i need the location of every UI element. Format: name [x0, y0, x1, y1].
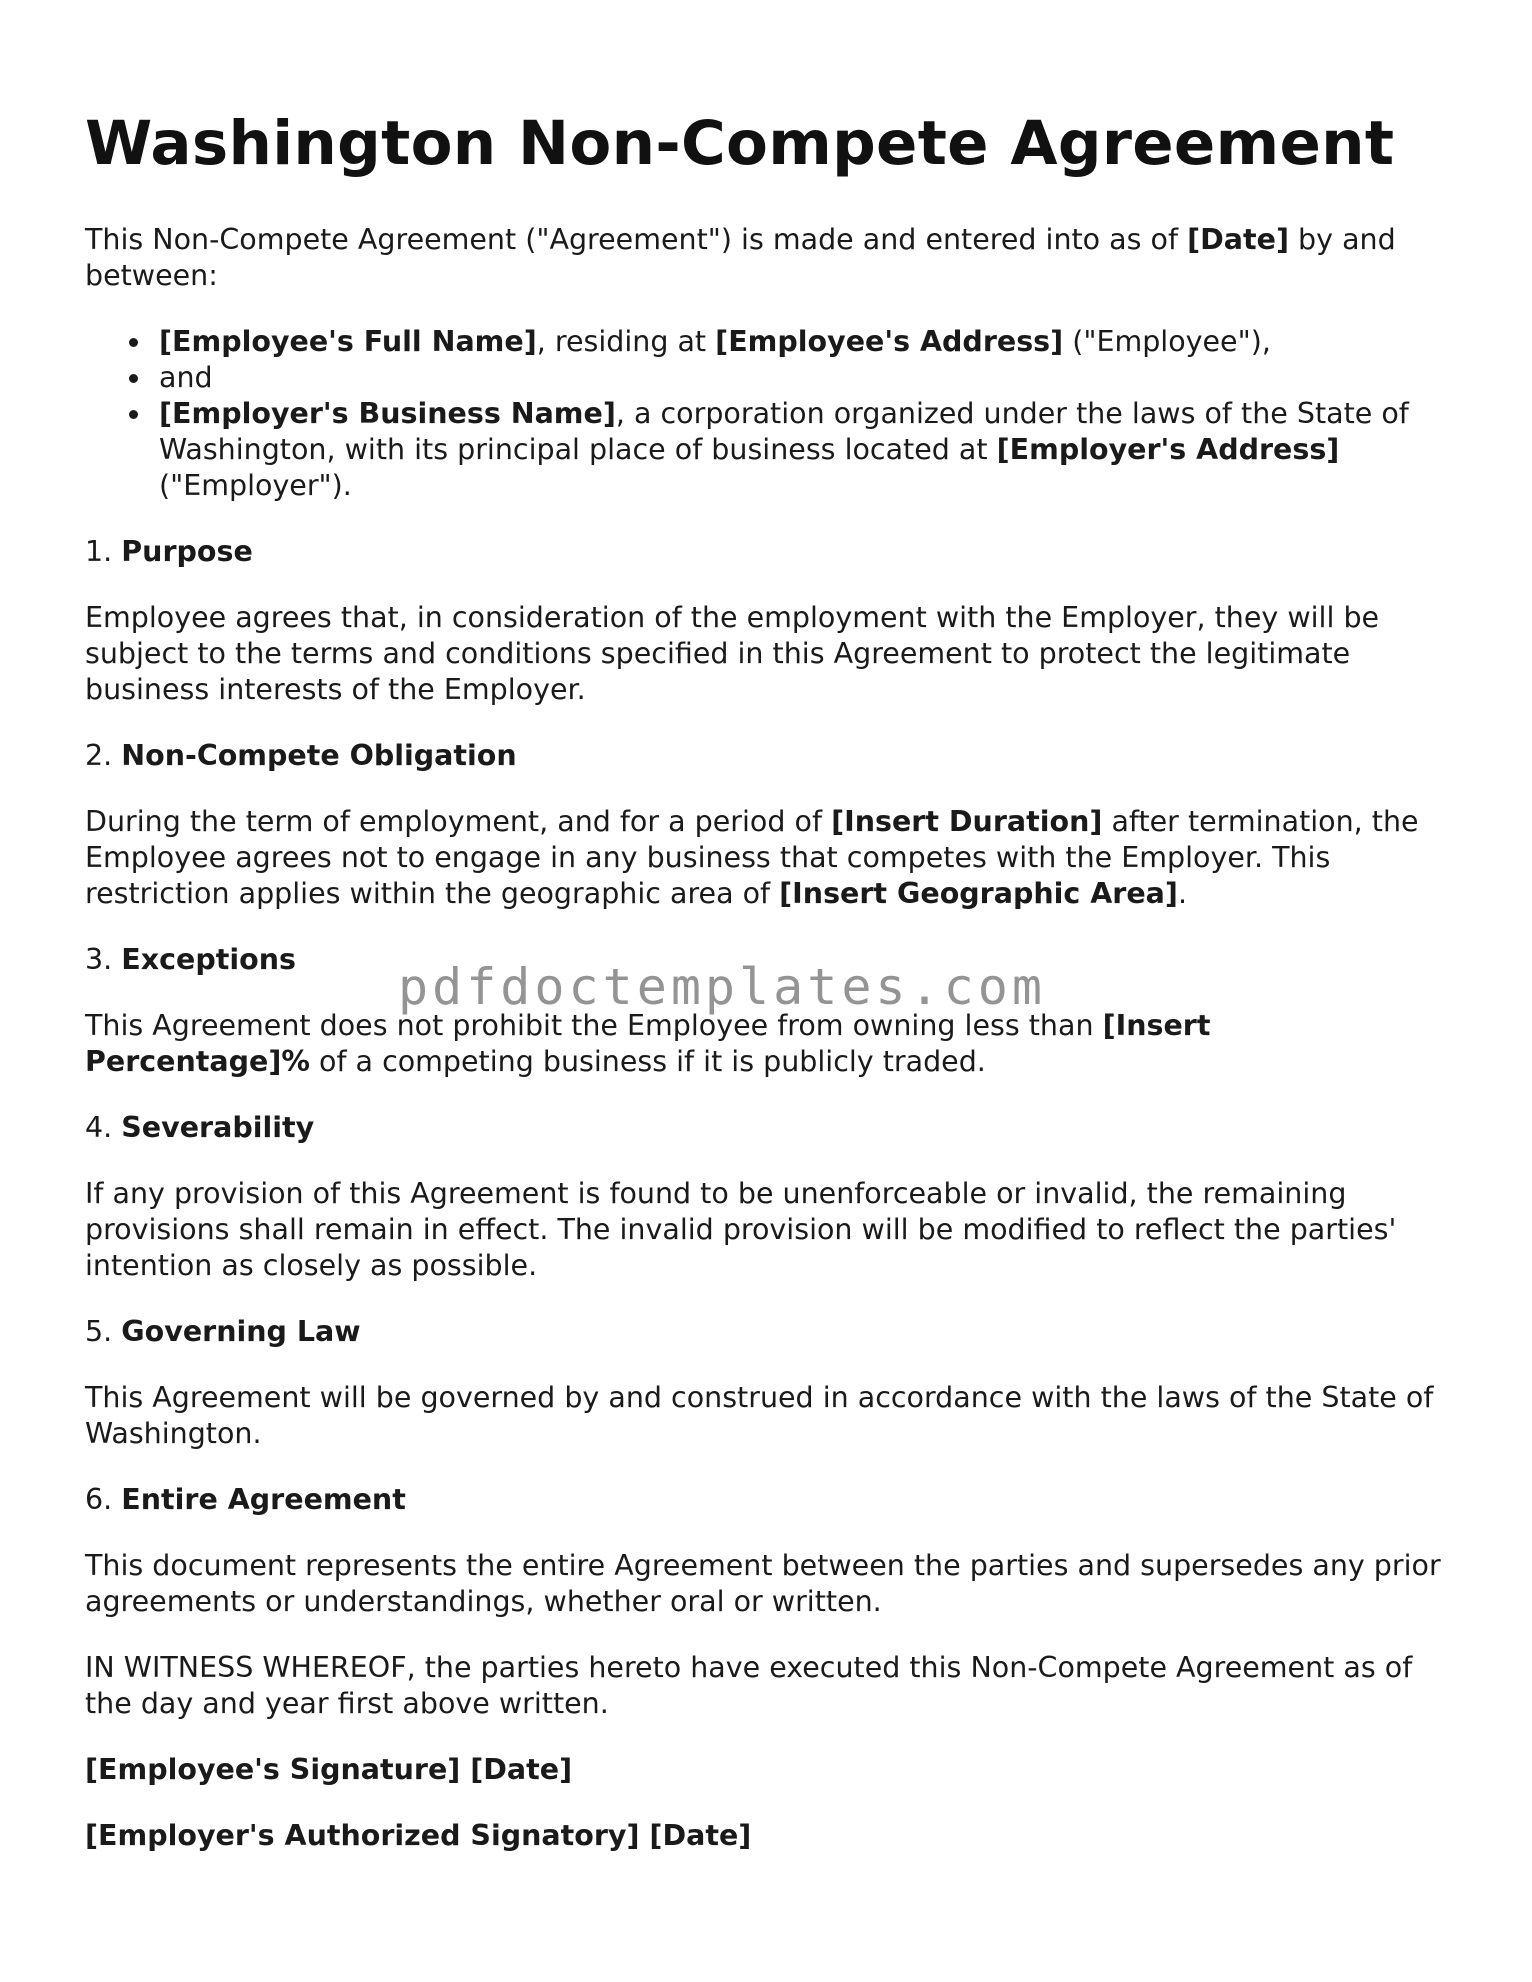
employee-signature-line: [Employee's Signature] [Date]: [85, 1753, 573, 1786]
witness-paragraph: IN WITNESS WHEREOF, the parties hereto have executed this Non-Compete Agreement as of the day and year first above written.: [85, 1651, 1413, 1720]
section-body-purpose: Employee agrees that, in consideration of the employment with the Employer, they will be subject to the terms and conditions specified in this Agreement to protect the legitimate business interests of the Employer.: [85, 601, 1380, 706]
list-item-and: and: [159, 360, 1445, 396]
section-heading-purpose: 1. Purpose: [85, 535, 253, 568]
document-page: [85, 106, 1445, 1884]
section-heading-severability: 4. Severability: [85, 1111, 315, 1144]
date-placeholder: [Date]: [1187, 223, 1289, 256]
employer-address-placeholder: [Employer's Address]: [996, 433, 1340, 466]
intro-paragraph: This Non-Compete Agreement ("Agreement") is made and entered into as of [Date] by and between:: [85, 223, 1396, 292]
document-title: Washington Non-Compete Agreement: [85, 108, 1395, 179]
section-body-non-compete: During the term of employment, and for a period of [Insert Duration] after termination, the Employee agrees not to engage in any business that competes with the Employer. This restriction applies within the geographic area of [Insert Geographic Area].: [85, 805, 1419, 910]
section-heading-exceptions: 3. Exceptions: [85, 943, 296, 976]
duration-placeholder: [Insert Duration]: [831, 805, 1103, 838]
percentage-placeholder: [Insert Percentage]%: [85, 1009, 1211, 1078]
section-body-exceptions: This Agreement does not prohibit the Employee from owning less than [Insert Percentage]% of a competing business if it is publicly traded.: [85, 1009, 1211, 1078]
list-item-employee: [Employee's Full Name], residing at [Employee's Address] ("Employee"),: [159, 324, 1445, 360]
employer-signature-line: [Employer's Authorized Signatory] [Date]: [85, 1819, 752, 1852]
parties-list: [85, 324, 1445, 504]
employer-name-placeholder: [Employer's Business Name]: [159, 397, 616, 430]
section-body-entire-agreement: This document represents the entire Agreement between the parties and supersedes any prior agreements or understandings, whether oral or written.: [85, 1549, 1441, 1618]
section-body-governing-law: This Agreement will be governed by and construed in accordance with the laws of the State of Washington.: [85, 1381, 1434, 1450]
employee-name-placeholder: [Employee's Full Name]: [159, 325, 537, 358]
section-heading-governing-law: 5. Governing Law: [85, 1315, 361, 1348]
section-heading-entire-agreement: 6. Entire Agreement: [85, 1483, 406, 1516]
list-item-employer: [Employer's Business Name], a corporation organized under the laws of the State of Washington, with its principal place of business located at [Employer's Address] ("Employer").: [159, 396, 1445, 504]
section-heading-non-compete: 2. Non-Compete Obligation: [85, 739, 517, 772]
geographic-area-placeholder: [Insert Geographic Area]: [779, 877, 1178, 910]
watermark-text: pdfdoctemplates.com: [398, 958, 1046, 1016]
section-body-severability: If any provision of this Agreement is found to be unenforceable or invalid, the remaining provisions shall remain in effect. The invalid provision will be modified to reflect the parties' intention as closely as possible.: [85, 1177, 1397, 1282]
employee-address-placeholder: [Employee's Address]: [715, 325, 1064, 358]
